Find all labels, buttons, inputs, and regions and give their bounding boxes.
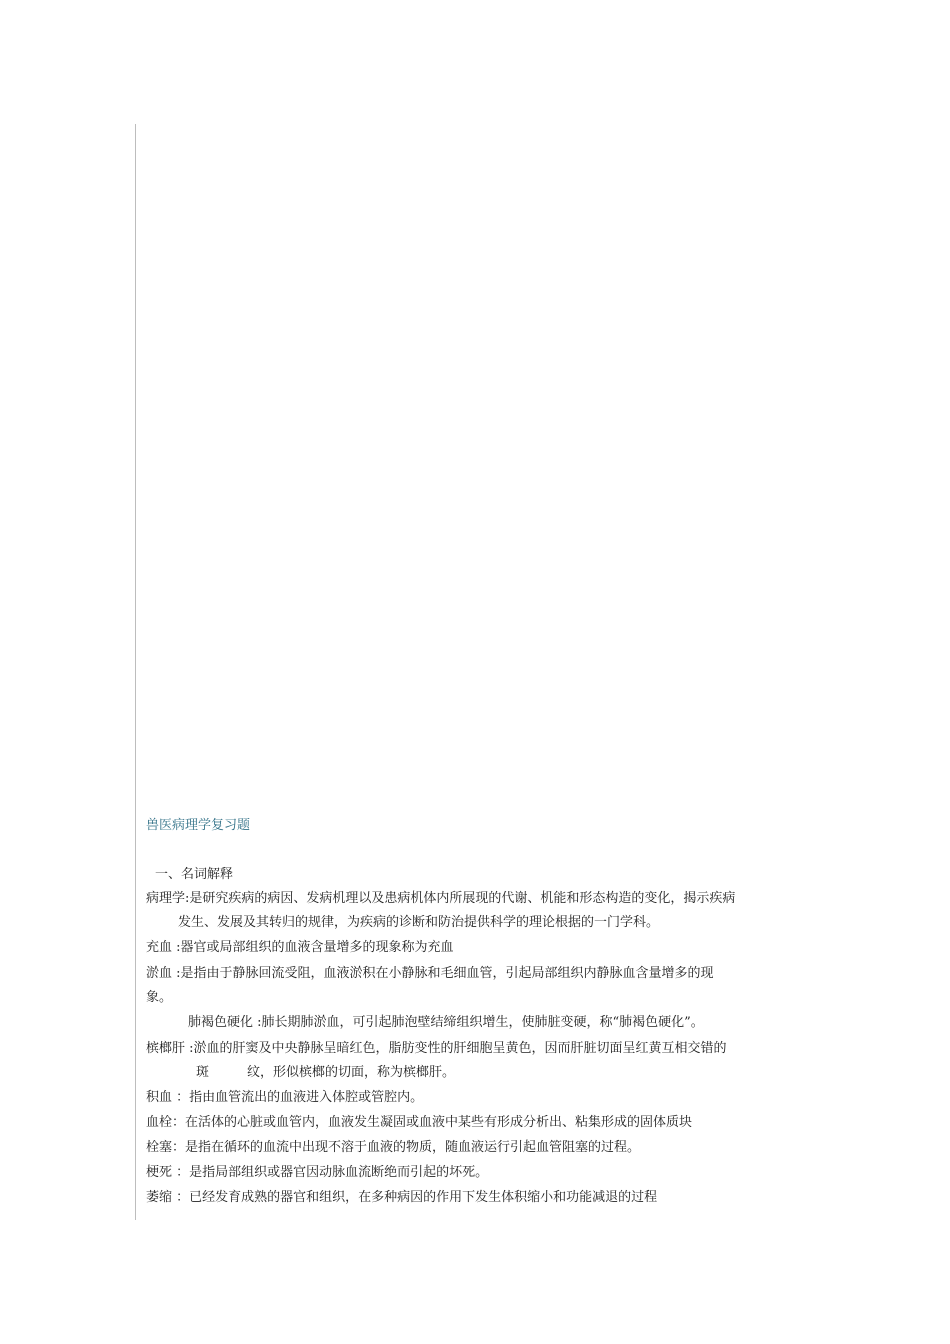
text-line [196,1065,455,1081]
text-fragment: 纹，形似槟榔的切面，称为槟榔肝。 [247,1065,456,1080]
text-line: 槟榔肝 :淤血的肝窦及中央静脉呈暗红色，脂肪变性的肝细胞呈黄色，因而肝脏切面呈红黄互相交错的 [146,1041,727,1056]
text-line: 淤血 :是指由于静脉回流受阻，血液淤积在小静脉和毛细血管，引起局部组织内静脉血含量增多的现 [146,966,714,981]
text-line: 充血 :器官或局部组织的血液含量增多的现象称为充血 [146,940,454,955]
text-line: 积血 ：指由血管流出的血液进入体腔或管腔内。 [146,1090,424,1105]
text-line: 萎缩 ：已经发育成熟的器官和组织，在多种病因的作用下发生体积缩小和功能减退的过程 [146,1190,658,1205]
text-line: 发生、发展及其转归的规律，为疾病的诊断和防治提供科学的理论根据的一门学科。 [178,915,660,930]
text-line: 梗死 ：是指局部组织或器官因动脉血流断绝而引起的坏死。 [146,1165,489,1180]
text-line: 病理学:是研究疾病的病因、发病机理以及患病机体内所展现的代谢、机能和形态构造的变化，揭示疾病 [146,891,736,906]
section-heading: 一、名词解释 [155,867,234,882]
text-line: 象。 [146,990,173,1005]
text-line: 栓塞：是指在循环的血流中出现不溶于血液的物质，随血液运行引起血管阻塞的过程。 [146,1140,641,1155]
text-line: 肺褐色硬化 :肺长期肺淤血，可引起肺泡壁结缔组织增生，使肺脏变硬，称“肺褐色硬化”。 [188,1015,704,1030]
text-fragment: 斑 [196,1065,210,1080]
text-line: 血栓：在活体的心脏或血管内，血液发生凝固或血液中某些有形成分析出、粘集形成的固体质块 [146,1115,693,1130]
document-title: 兽医病理学复习题 [146,818,251,833]
margin-line [135,124,136,1220]
